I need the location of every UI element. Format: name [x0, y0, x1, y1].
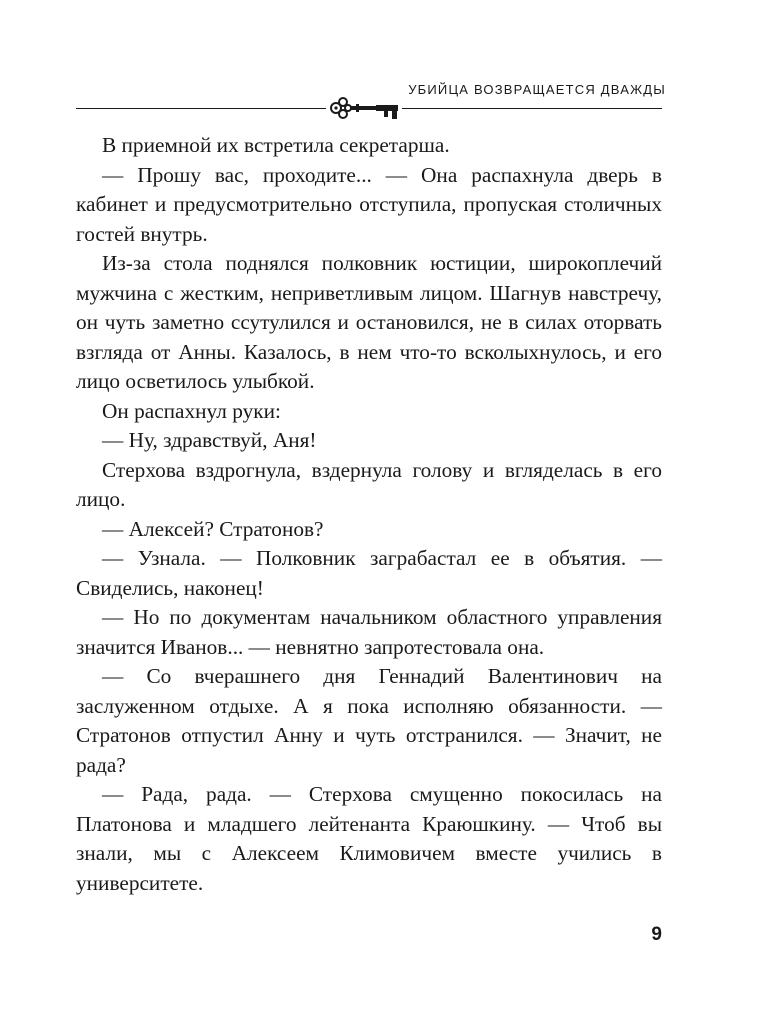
running-head: УБИЙЦА ВОЗВРАЩАЕТСЯ ДВАЖДЫ: [408, 82, 666, 97]
body-text: [76, 131, 662, 898]
key-icon: [326, 96, 402, 122]
paragraph: — Прошу вас, проходите... — Она распахнула дверь в кабинет и предусмотрительно отступила, пропуская столичных гостей внутрь.: [76, 162, 662, 246]
paragraph: — Но по документам начальником областного управления значится Иванов... — невнятно запротестовала она.: [76, 605, 662, 659]
paragraph: — Алексей? Стратонов?: [102, 516, 324, 541]
paragraph: — Рада, рада. — Стерхова смущенно покосилась на Платонова и младшего лейтенанта Краюшкину. — Чтоб вы знали, мы с Алексеем Климовичем вместе учились в университете.: [76, 782, 662, 895]
page-number: 9: [651, 924, 662, 945]
paragraph: Из-за стола поднялся полковник юстиции, широкоплечий мужчина с жестким, неприветливым лицом. Шагнув навстречу, он чуть заметно ссутулился и остановился, не в силах оторвать взгляда от Анны. Казалось, в нем что-то всколыхнулось, и его лицо осветилось улыбкой.: [76, 251, 662, 393]
paragraph: Он распахнул руки:: [102, 398, 281, 423]
paragraph: — Со вчерашнего дня Геннадий Валентинович на заслуженном отдыхе. А я пока исполняю обязанности. — Стратонов отпустил Анну и чуть отстранился. — Значит, не рада?: [76, 664, 662, 777]
paragraph: В приемной их встретила секретарша.: [102, 133, 450, 157]
paragraph: — Узнала. — Полковник заграбастал ее в объятия. — Свиделись, наконец!: [76, 546, 662, 600]
paragraph: — Ну, здравствуй, Аня!: [102, 428, 317, 452]
paragraph: Стерхова вздрогнула, вздернула голову и вгляделась в его лицо.: [76, 457, 662, 511]
